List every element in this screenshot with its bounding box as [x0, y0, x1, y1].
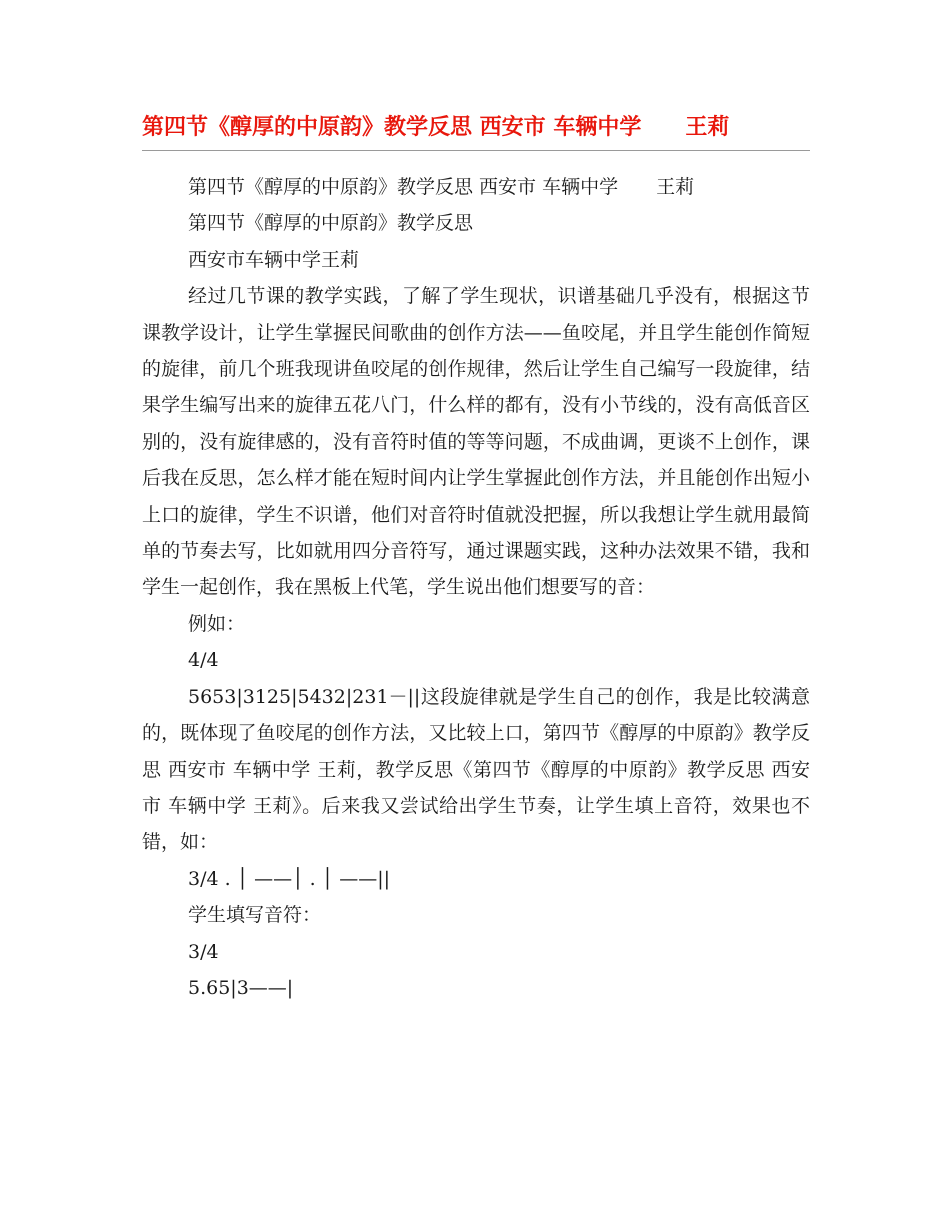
- paragraph-melody-text: 5653|3125|5432|231－||这段旋律就是学生自己的创作，我是比较满意的，既体现了鱼咬尾的创作方法，又比较上口，第四节《醇厚的中原韵》教学反思 西安市 车辆中学 王莉，教学反思《第四节《醇厚的中原韵》教学反思 西安市 车辆中学 王莉》。后来我又尝试给出学生节奏，让学生填上音符，效果也不错，如：: [142, 685, 810, 854]
- document-body: [142, 169, 810, 1006]
- paragraph-melody-answer: 5.65|3——|: [188, 976, 294, 999]
- paragraph-main-text: 经过几节课的教学实践，了解了学生现状，识谱基础几乎没有，根据这节课教学设计，让学生掌握民间歌曲的创作方法——鱼咬尾，并且学生能创作简短的旋律，前几个班我现讲鱼咬尾的创作规律，然后让学生自己编写一段旋律，结果学生编写出来的旋律五花八门，什么样的都有，没有小节线的，没有高低音区别的，没有旋律感的，没有音符时值的等等问题，不成曲调，更谈不上创作，课后我在反思，怎么样才能在短时间内让学生掌握此创作方法，并且能创作出短小上口的旋律，学生不识谱，他们对音符时值就没把握，所以我想让学生就用最简单的节奏去写，比如就用四分音符写，通过课题实践，这种办法效果不错，我和学生一起创作，我在黑板上代笔，学生说出他们想要写的音：: [142, 285, 810, 599]
- paragraph-example-label: 例如：: [188, 612, 246, 635]
- paragraph-author: 西安市车辆中学王莉: [188, 248, 360, 271]
- paragraph-time-signature-3-4: 3/4: [188, 940, 219, 963]
- paragraph-rhythm-pattern: 3/4 . │ ——│ . │ ——||: [188, 867, 391, 890]
- paragraph-subtitle: 第四节《醇厚的中原韵》教学反思: [188, 212, 474, 235]
- document-page: [142, 108, 810, 1006]
- document-title: 第四节《醇厚的中原韵》教学反思 西安市 车辆中学 王莉: [142, 115, 730, 140]
- paragraph-time-signature-4-4: 4/4: [188, 649, 219, 672]
- title-underline: [142, 150, 810, 151]
- paragraph-fill-notes-label: 学生填写音符：: [188, 904, 322, 927]
- paragraph-heading-repeat: 第四节《醇厚的中原韵》教学反思 西安市 车辆中学 王莉: [188, 176, 695, 198]
